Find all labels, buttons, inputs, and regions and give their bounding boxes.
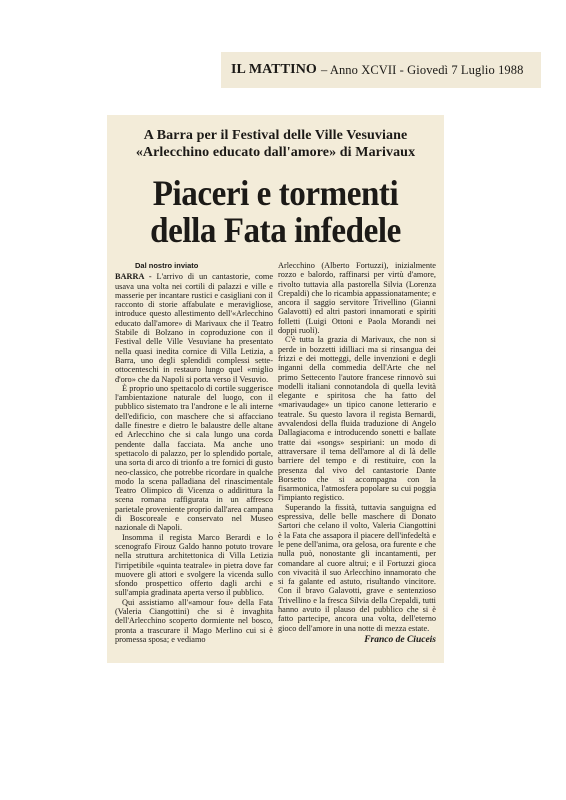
paragraph: Insomma il regista Marco Berardi e lo scenografo Firouz Galdo hanno potuto trovare nella struttura architettonica di Villa Letizia l'irripetibile «quinta teatrale» in pietra dove far muovere gli attori e svolgere la vicenda sullo sfondo prospettico offerto dagli archi e sull'ampia gradinata aperta verso il pubblico. bbox=[115, 532, 273, 598]
paragraph: Qui assistiamo all'«amour fou» della Fata (Valeria Ciangottini) che si è invaghita dell'Arlecchino scoperto dormiente nel bosco, pronta a trascurare il Mago Merlino cui si è promessa sposa; e vediamo bbox=[115, 597, 273, 644]
headline-line-2: della Fata infedele bbox=[150, 210, 401, 250]
paragraph: Arlecchino (Alberto Fortuzzi), inizialmente rozzo e balordo, raffinarsi per virtù d'amore, rivolto tuttavia alla pastorella Silvia (Lorenza Crepaldi) che lo ricambia appassionatamente; e ancora il saggio servitore Trivellino (Gianni Galavotti) ed altri pastori innamorati e spiriti folletti (Luigi Ottoni e Paola Morandi nei doppi ruoli). bbox=[278, 261, 436, 336]
publication-name: IL MATTINO bbox=[231, 62, 317, 77]
dateline: Dal nostro inviato bbox=[135, 261, 199, 270]
paragraph: C'è tutta la grazia di Marivaux, che non si perde in bozzetti idilliaci ma si rinsangua dei frizzi e dei motteggi, delle invenzioni e degli inganni della commedia dell'Arte che nel primo Settecento l'autore francese rinnovò sui modelli italiani connotandola di quella levità elegante e spiritosa che ha fatto del «marivaudage» un tipico canone letterario e teatrale. Su questo lavora il regista Bernardi, avvalendosi della fluida traduzione di Angelo Dallagiacoma e introducendo sonetti e ballate tratte dai «songs» sespiriani: un modo di attraversare il tema dell'amore al di là delle barriere del tempo e di restituire, con la presenza dal vivo del cantastorie Dante Borsetto che si accompagna con la fisarmonica, l'atmosfera popolare su cui poggia l'impianto registico. bbox=[278, 335, 436, 503]
article-body bbox=[115, 261, 436, 645]
headline bbox=[128, 175, 423, 249]
place-name: BARRA - bbox=[115, 272, 152, 282]
paragraph: È proprio uno spettacolo di cortile suggerisce l'ambientazione naturale del luogo, con il pubblico sistemato tra l'androne e le ali interne dell'edificio, con maschere che si affacciano dalle finestre e dietro le balaustre delle altane ed Arlecchino che si cala lungo una corda pendente dalla facciata. Ma anche uno spettacolo di palazzo, per lo splendido portale, una sorta di arco di trionfo a tre fornici di gusto neo-classico, che potrebbe ricordare in qualche modo la scena palladiana del rinascimentale Teatro Olimpico di Vicenza o addirittura la scena romana raffigurata in un affresco parietale proveniente proprio dall'area campana di Boscoreale e conservato nel Museo nazionale di Napoli. bbox=[115, 383, 273, 533]
newspaper-masthead bbox=[221, 52, 541, 88]
kicker bbox=[115, 127, 436, 161]
paragraph: BARRA - L'arrivo di un cantastorie, come usava una volta nei cortili di palazzi e ville e masserie per incantare rustici e casigliani con il racconto di storie affabulate e meravigliose, introduce questo allestimento dell'«Arlecchino educato dall'amore» di Marivaux che il Teatro Stabile di Bolzano in coproduzione con il Festival delle Ville Vesuviane ha presentato nella quasi inedita cornice di Villa Letizia, a Barra, uno degli splendidi complessi sette-ottocenteschi in restauro lungo quel «miglio d'oro» che da Napoli si porta verso il Vesuvio. bbox=[115, 272, 273, 384]
newspaper-clipping bbox=[107, 115, 444, 663]
issue-date: – Anno XCVII - Giovedì 7 Luglio 1988 bbox=[320, 62, 524, 77]
kicker-line-1: A Barra per il Festival delle Ville Vesuviane bbox=[143, 128, 408, 143]
column-1 bbox=[115, 261, 273, 645]
headline-line-1: Piaceri e tormenti bbox=[152, 173, 399, 213]
column-2 bbox=[278, 261, 436, 645]
kicker-line-2: «Arlecchino educato dall'amore» di Marivaux bbox=[135, 145, 416, 160]
paragraph: Superando la fissità, tuttavia sanguigna ed espressiva, delle belle maschere di Donato Sartori che celano il volto, Valeria Ciangottini è la Fata che assapora il piacere dell'infedeltà e le pene dell'anima, ora gelosa, ora furente e che nulla può, nonostante gli incantamenti, per comandare al cuore altrui; e il Fortuzzi gioca con vivacità il suo Arlecchino innamorato che si fa galante ed astuto, risultando vincitore. Con il bravo Galavotti, grave e sentenzioso Trivellino e la fresca Silvia della Crepaldi, tutti hanno avuto il plauso del pubblico che si è fatto partecipe, ancora una volta, dell'eterno gioco dell'amore in una notte di mezza estate. bbox=[278, 502, 436, 633]
byline: Franco de Ciuceis bbox=[364, 634, 436, 645]
